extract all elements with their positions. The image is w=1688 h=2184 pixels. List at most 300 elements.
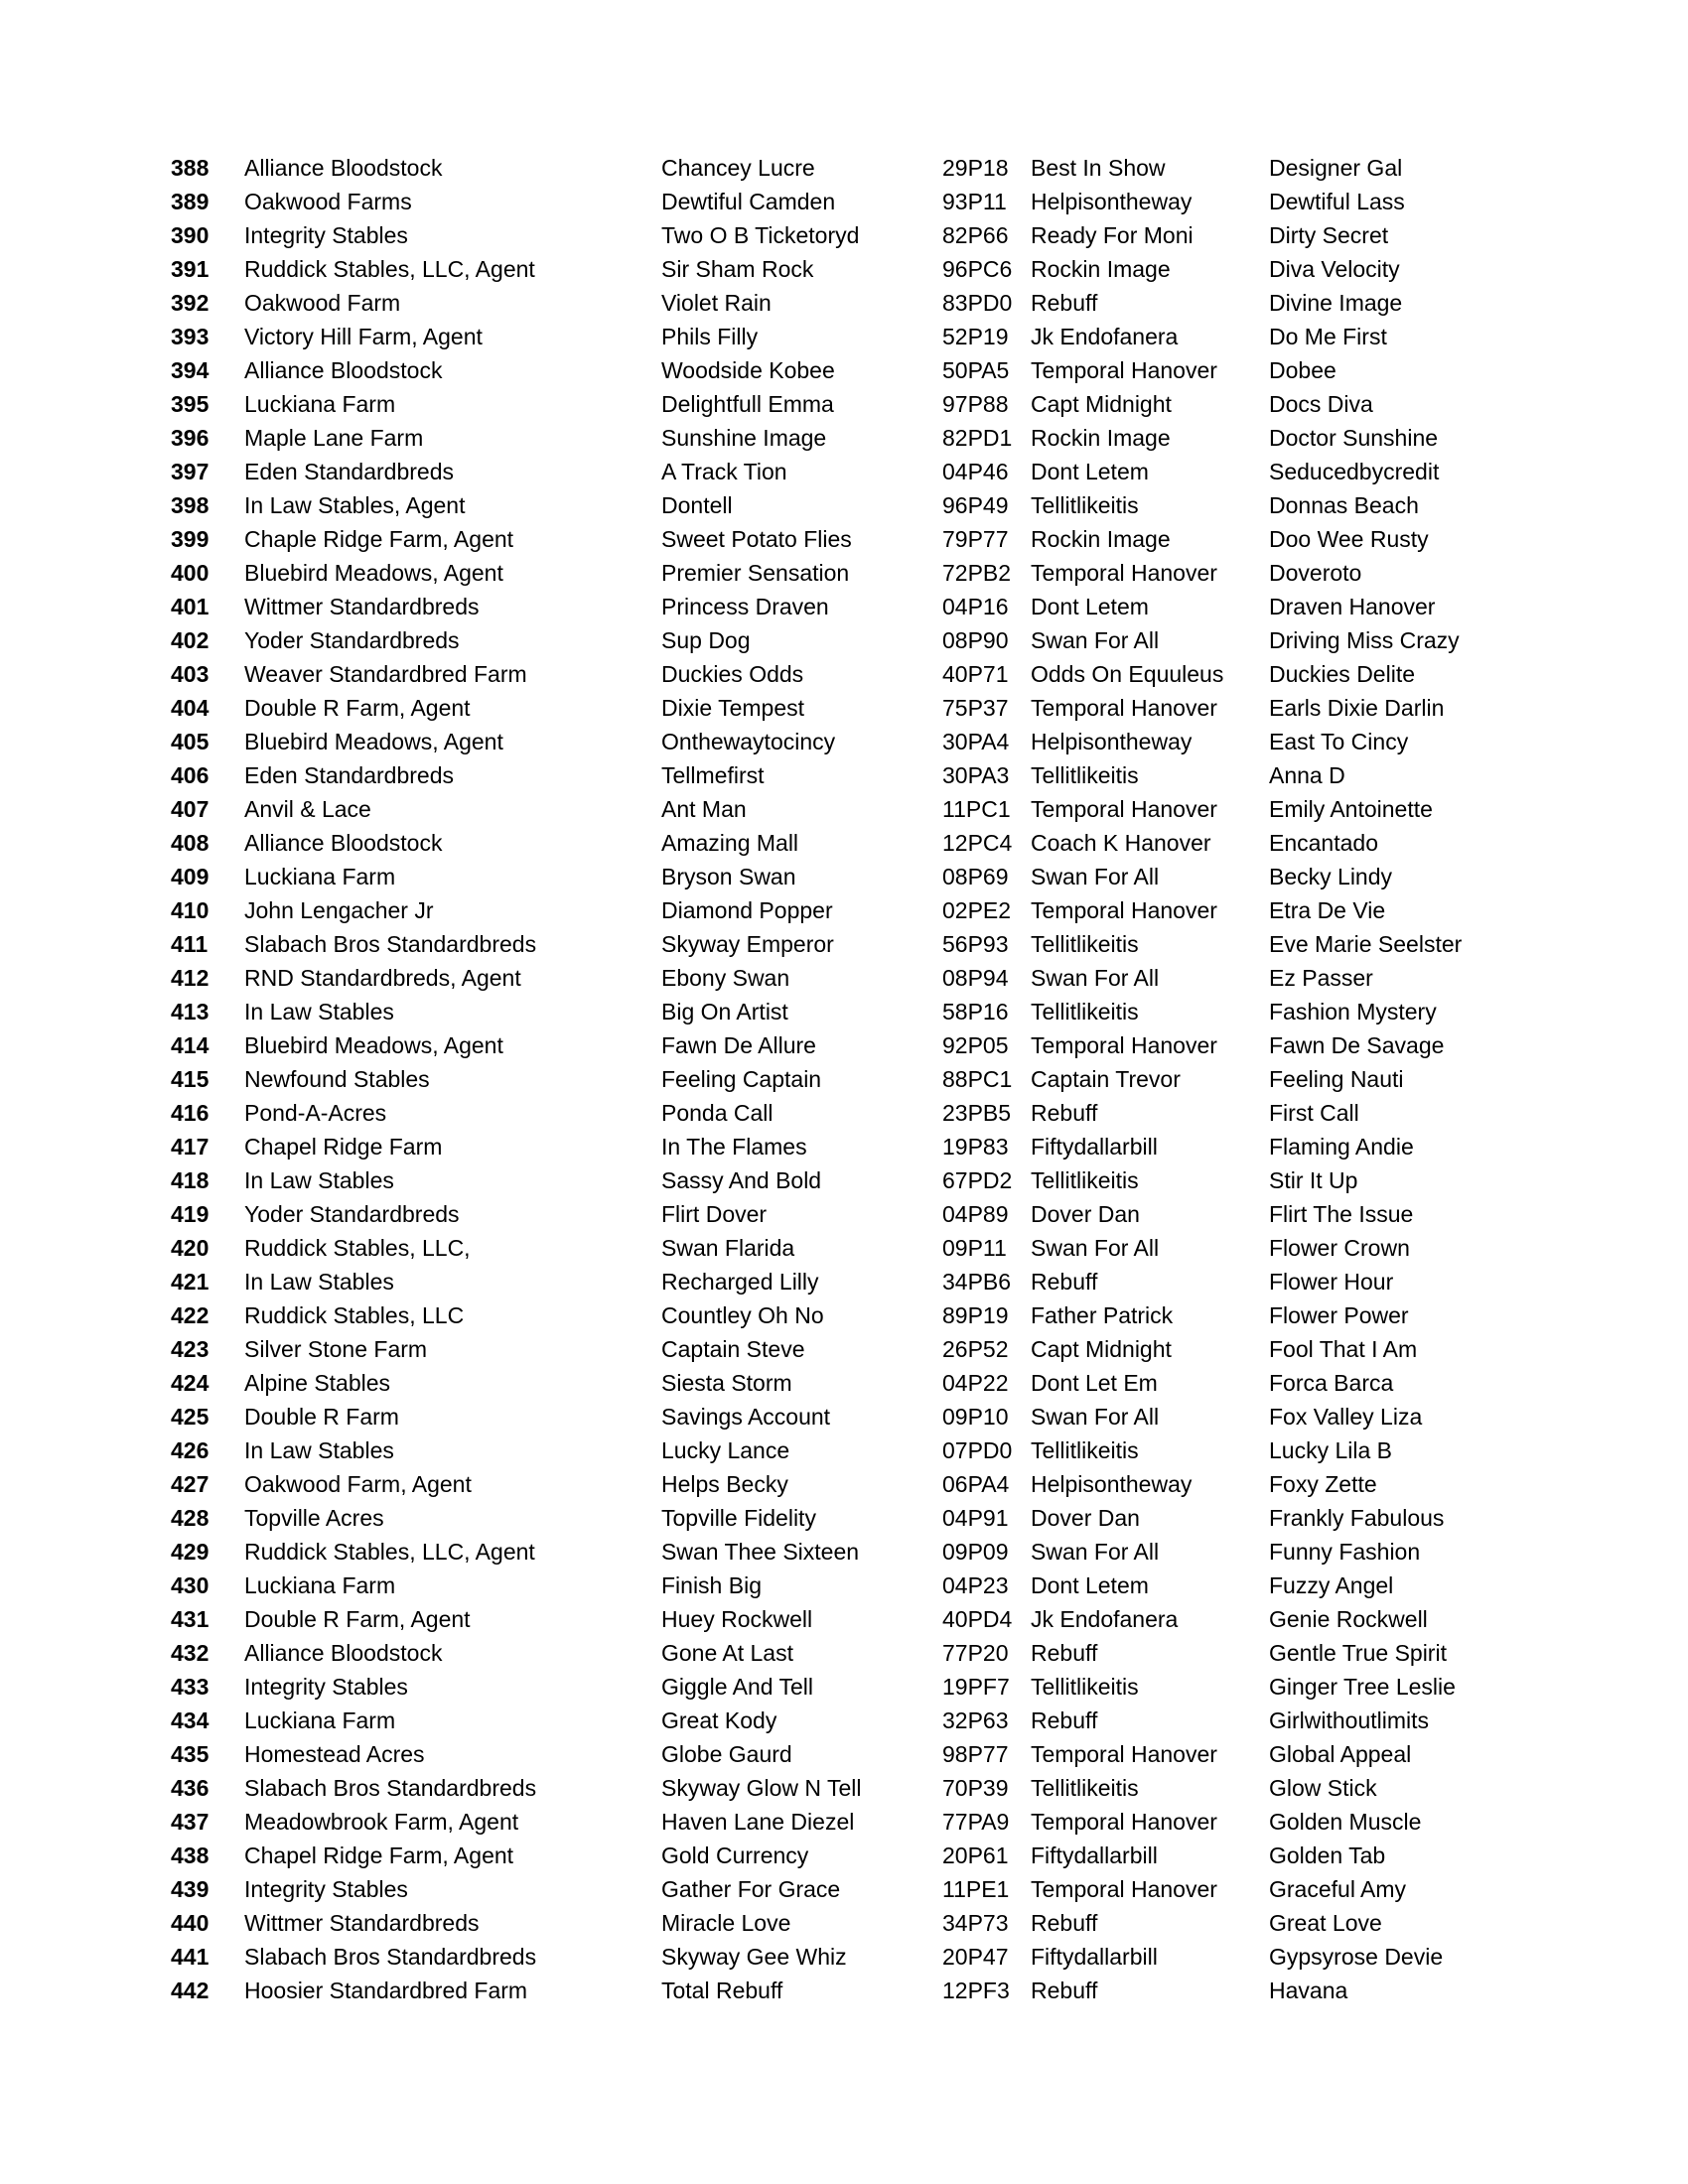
consignor-name: Pond-A-Acres (244, 1100, 387, 1126)
consignor-name: Ruddick Stables, LLC (244, 1302, 465, 1328)
consignor-name: Double R Farm, Agent (244, 1606, 471, 1632)
consignor-name: Meadowbrook Farm, Agent (244, 1809, 519, 1835)
consignor-name: Alpine Stables (244, 1370, 391, 1396)
table-row (171, 151, 1491, 185)
hip-number: 400 (171, 560, 210, 586)
dam-name: Gypsyrose Devie (1269, 1944, 1444, 1970)
horse-name: Finish Big (661, 1572, 762, 1598)
sire-name: Rebuff (1031, 1978, 1098, 2003)
hip-number: 391 (171, 256, 210, 282)
freeze-brand-code: 96PC6 (942, 256, 1013, 282)
table-row (171, 1872, 1491, 1906)
consignor-name: Homestead Acres (244, 1741, 425, 1767)
table-row (171, 522, 1491, 556)
horse-name: Skyway Emperor (661, 931, 834, 957)
sire-name: Tellitlikeitis (1031, 931, 1139, 957)
consignor-name: In Law Stables (244, 1167, 394, 1193)
horse-name: Haven Lane Diezel (661, 1809, 855, 1835)
dam-name: Flirt The Issue (1269, 1201, 1414, 1227)
hip-number: 410 (171, 897, 210, 923)
hip-number: 421 (171, 1269, 210, 1295)
sire-name: Fiftydallarbill (1031, 1134, 1158, 1160)
freeze-brand-code: 12PF3 (942, 1978, 1010, 2003)
sire-name: Temporal Hanover (1031, 796, 1217, 822)
dam-name: Fuzzy Angel (1269, 1572, 1394, 1598)
dam-name: Stir It Up (1269, 1167, 1358, 1193)
horse-name: Gone At Last (661, 1640, 793, 1666)
hip-number: 396 (171, 425, 210, 451)
hip-number: 417 (171, 1134, 210, 1160)
dam-name: Emily Antoinette (1269, 796, 1433, 822)
horse-name: Topville Fidelity (661, 1505, 816, 1531)
freeze-brand-code: 88PC1 (942, 1066, 1013, 1092)
hip-number: 422 (171, 1302, 210, 1328)
sire-name: Best In Show (1031, 155, 1166, 181)
freeze-brand-code: 70P39 (942, 1775, 1009, 1801)
hip-number: 407 (171, 796, 210, 822)
table-row (171, 1366, 1491, 1400)
freeze-brand-code: 30PA3 (942, 762, 1010, 788)
consignor-name: Yoder Standardbreds (244, 1201, 460, 1227)
table-row (171, 1636, 1491, 1670)
consignor-name: Slabach Bros Standardbreds (244, 1944, 537, 1970)
dam-name: Funny Fashion (1269, 1539, 1421, 1565)
consignor-name: Bluebird Meadows, Agent (244, 560, 503, 586)
sire-name: Rockin Image (1031, 256, 1171, 282)
freeze-brand-code: 34P73 (942, 1910, 1009, 1936)
horse-name: Premier Sensation (661, 560, 850, 586)
horse-name: Bryson Swan (661, 864, 796, 889)
dam-name: Girlwithoutlimits (1269, 1707, 1430, 1733)
dam-name: Ez Passer (1269, 965, 1373, 991)
consignor-name: Eden Standardbreds (244, 459, 454, 484)
hip-number: 434 (171, 1707, 210, 1733)
consignor-name: Oakwood Farm (244, 290, 401, 316)
freeze-brand-code: 19PF7 (942, 1674, 1010, 1700)
freeze-brand-code: 04P46 (942, 459, 1009, 484)
dam-name: Earls Dixie Darlin (1269, 695, 1445, 721)
sire-name: Rebuff (1031, 1269, 1098, 1295)
dam-name: Seducedbycredit (1269, 459, 1440, 484)
dam-name: Draven Hanover (1269, 594, 1436, 619)
hip-number: 392 (171, 290, 210, 316)
hip-number: 401 (171, 594, 210, 619)
sire-name: Tellitlikeitis (1031, 1167, 1139, 1193)
sire-name: Temporal Hanover (1031, 1809, 1217, 1835)
consignor-name: Luckiana Farm (244, 391, 396, 417)
dam-name: Fashion Mystery (1269, 999, 1437, 1024)
sire-name: Swan For All (1031, 1235, 1160, 1261)
horse-name: Diamond Popper (661, 897, 833, 923)
table-row (171, 725, 1491, 758)
consignor-name: Oakwood Farms (244, 189, 412, 214)
table-row (171, 691, 1491, 725)
hip-number: 388 (171, 155, 210, 181)
freeze-brand-code: 07PD0 (942, 1437, 1013, 1463)
hip-number: 430 (171, 1572, 210, 1598)
horse-name: Fawn De Allure (661, 1032, 816, 1058)
dam-name: East To Cincy (1269, 729, 1409, 754)
hip-number: 439 (171, 1876, 210, 1902)
sire-name: Odds On Equuleus (1031, 661, 1224, 687)
freeze-brand-code: 98P77 (942, 1741, 1009, 1767)
consignor-name: Luckiana Farm (244, 864, 396, 889)
freeze-brand-code: 29P18 (942, 155, 1009, 181)
hip-number: 419 (171, 1201, 210, 1227)
horse-name: Two O B Ticketoryd (661, 222, 860, 248)
freeze-brand-code: 56P93 (942, 931, 1009, 957)
dam-name: Flower Hour (1269, 1269, 1394, 1295)
hip-number: 389 (171, 189, 210, 214)
horse-name: Skyway Glow N Tell (661, 1775, 862, 1801)
sire-name: Tellitlikeitis (1031, 999, 1139, 1024)
sire-name: Tellitlikeitis (1031, 1674, 1139, 1700)
dam-name: Becky Lindy (1269, 864, 1393, 889)
hip-number: 398 (171, 492, 210, 518)
consignor-name: Anvil & Lace (244, 796, 371, 822)
horse-name: Dewtiful Camden (661, 189, 836, 214)
consignor-name: Slabach Bros Standardbreds (244, 931, 537, 957)
horse-name: Sweet Potato Flies (661, 526, 852, 552)
hip-number: 406 (171, 762, 210, 788)
dam-name: Doctor Sunshine (1269, 425, 1439, 451)
consignor-name: Double R Farm (244, 1404, 399, 1430)
sire-name: Rebuff (1031, 290, 1098, 316)
horse-name: Big On Artist (661, 999, 788, 1024)
table-row (171, 1298, 1491, 1332)
hip-number: 412 (171, 965, 210, 991)
hip-number: 390 (171, 222, 210, 248)
dam-name: Fawn De Savage (1269, 1032, 1445, 1058)
table-row (171, 1940, 1491, 1974)
consignor-name: Chapel Ridge Farm, Agent (244, 1843, 514, 1868)
freeze-brand-code: 02PE2 (942, 897, 1012, 923)
horse-name: Recharged Lilly (661, 1269, 819, 1295)
horse-name: Siesta Storm (661, 1370, 792, 1396)
consignor-name: Bluebird Meadows, Agent (244, 729, 503, 754)
freeze-brand-code: 08P90 (942, 627, 1009, 653)
dam-name: Flower Power (1269, 1302, 1409, 1328)
hip-number: 402 (171, 627, 210, 653)
consignor-name: Integrity Stables (244, 1674, 408, 1700)
freeze-brand-code: 72PB2 (942, 560, 1012, 586)
horse-name: Sup Dog (661, 627, 751, 653)
sire-name: Fiftydallarbill (1031, 1944, 1158, 1970)
table-row (171, 590, 1491, 623)
dam-name: Duckies Delite (1269, 661, 1415, 687)
consignor-name: Integrity Stables (244, 1876, 408, 1902)
hip-number: 418 (171, 1167, 210, 1193)
table-row (171, 927, 1491, 961)
freeze-brand-code: 77P20 (942, 1640, 1009, 1666)
hip-number: 437 (171, 1809, 210, 1835)
dam-name: Golden Muscle (1269, 1809, 1422, 1835)
dam-name: Feeling Nauti (1269, 1066, 1404, 1092)
table-row (171, 1805, 1491, 1839)
consignor-name: Wittmer Standardbreds (244, 594, 480, 619)
dam-name: Flower Crown (1269, 1235, 1410, 1261)
table-row (171, 1130, 1491, 1163)
table-row (171, 1771, 1491, 1805)
sire-name: Dover Dan (1031, 1201, 1140, 1227)
freeze-brand-code: 04P23 (942, 1572, 1009, 1598)
dam-name: Doveroto (1269, 560, 1362, 586)
freeze-brand-code: 09P11 (942, 1235, 1007, 1261)
horse-name: Feeling Captain (661, 1066, 822, 1092)
consignor-name: John Lengacher Jr (244, 897, 434, 923)
sire-name: Dont Letem (1031, 459, 1149, 484)
hip-number: 409 (171, 864, 210, 889)
dam-name: Etra De Vie (1269, 897, 1386, 923)
horse-name: Huey Rockwell (661, 1606, 813, 1632)
sire-name: Dover Dan (1031, 1505, 1140, 1531)
sire-name: Dont Letem (1031, 1572, 1149, 1598)
dam-name: Ginger Tree Leslie (1269, 1674, 1456, 1700)
dam-name: Dirty Secret (1269, 222, 1389, 248)
hip-number: 423 (171, 1336, 210, 1362)
dam-name: Foxy Zette (1269, 1471, 1377, 1497)
horse-name: Sir Sham Rock (661, 256, 814, 282)
freeze-brand-code: 75P37 (942, 695, 1009, 721)
hip-number: 442 (171, 1978, 210, 2003)
table-row (171, 893, 1491, 927)
dam-name: First Call (1269, 1100, 1359, 1126)
sire-name: Rebuff (1031, 1707, 1098, 1733)
horse-name: Flirt Dover (661, 1201, 768, 1227)
table-row (171, 1400, 1491, 1433)
table-row (171, 353, 1491, 387)
sire-name: Swan For All (1031, 965, 1160, 991)
freeze-brand-code: 82P66 (942, 222, 1009, 248)
consignor-name: Double R Farm, Agent (244, 695, 471, 721)
horse-name: Amazing Mall (661, 830, 799, 856)
horse-name: Phils Filly (661, 324, 759, 349)
consignor-name: Alliance Bloodstock (244, 155, 443, 181)
consignor-name: Alliance Bloodstock (244, 830, 443, 856)
freeze-brand-code: 30PA4 (942, 729, 1010, 754)
horse-name: Giggle And Tell (661, 1674, 814, 1700)
dam-name: Anna D (1269, 762, 1345, 788)
dam-name: Frankly Fabulous (1269, 1505, 1445, 1531)
hip-number: 441 (171, 1944, 210, 1970)
table-row (171, 1332, 1491, 1366)
dam-name: Encantado (1269, 830, 1378, 856)
consignor-name: Alliance Bloodstock (244, 1640, 443, 1666)
consignor-name: Bluebird Meadows, Agent (244, 1032, 503, 1058)
sire-name: Father Patrick (1031, 1302, 1174, 1328)
table-row (171, 1670, 1491, 1704)
table-row (171, 1231, 1491, 1265)
freeze-brand-code: 89P19 (942, 1302, 1009, 1328)
sire-name: Temporal Hanover (1031, 1741, 1217, 1767)
freeze-brand-code: 40PD4 (942, 1606, 1013, 1632)
dam-name: Diva Velocity (1269, 256, 1400, 282)
hip-number: 425 (171, 1404, 210, 1430)
sire-name: Rockin Image (1031, 425, 1171, 451)
table-row (171, 286, 1491, 320)
hip-number: 416 (171, 1100, 210, 1126)
freeze-brand-code: 09P10 (942, 1404, 1009, 1430)
consignor-name: Hoosier Standardbred Farm (244, 1978, 528, 2003)
table-row (171, 185, 1491, 218)
table-row (171, 995, 1491, 1028)
dam-name: Divine Image (1269, 290, 1403, 316)
table-row (171, 556, 1491, 590)
table-row (171, 1433, 1491, 1467)
hip-number: 397 (171, 459, 210, 484)
hip-number: 415 (171, 1066, 210, 1092)
sire-name: Rockin Image (1031, 526, 1171, 552)
table-row (171, 1704, 1491, 1737)
table-row (171, 1163, 1491, 1197)
consignor-name: Topville Acres (244, 1505, 384, 1531)
sire-name: Tellitlikeitis (1031, 762, 1139, 788)
table-row (171, 1602, 1491, 1636)
freeze-brand-code: 12PC4 (942, 830, 1013, 856)
freeze-brand-code: 04P91 (942, 1505, 1009, 1531)
consignor-name: RND Standardbreds, Agent (244, 965, 521, 991)
horse-name: Savings Account (661, 1404, 831, 1430)
dam-name: Doo Wee Rusty (1269, 526, 1429, 552)
sire-name: Helpisontheway (1031, 729, 1193, 754)
freeze-brand-code: 50PA5 (942, 357, 1010, 383)
hip-number: 431 (171, 1606, 210, 1632)
consignor-name: Ruddick Stables, LLC, Agent (244, 256, 535, 282)
horse-name: Sassy And Bold (661, 1167, 822, 1193)
sire-name: Capt Midnight (1031, 1336, 1172, 1362)
sire-name: Temporal Hanover (1031, 357, 1217, 383)
table-row (171, 218, 1491, 252)
consignor-name: Eden Standardbreds (244, 762, 454, 788)
horse-name: Dixie Tempest (661, 695, 805, 721)
sire-name: Tellitlikeitis (1031, 1775, 1139, 1801)
sire-name: Swan For All (1031, 1404, 1160, 1430)
table-row (171, 1501, 1491, 1535)
consignor-name: Ruddick Stables, LLC, Agent (244, 1539, 535, 1565)
table-row (171, 1096, 1491, 1130)
freeze-brand-code: 83PD0 (942, 290, 1013, 316)
horse-name: Duckies Odds (661, 661, 804, 687)
table-row (171, 657, 1491, 691)
table-row (171, 826, 1491, 860)
table-row (171, 860, 1491, 893)
hip-number: 408 (171, 830, 210, 856)
table-row (171, 623, 1491, 657)
sire-name: Coach K Hanover (1031, 830, 1211, 856)
hip-number: 433 (171, 1674, 210, 1700)
hip-number: 413 (171, 999, 210, 1024)
sire-name: Jk Endofanera (1031, 1606, 1179, 1632)
sire-name: Jk Endofanera (1031, 324, 1179, 349)
freeze-brand-code: 08P94 (942, 965, 1009, 991)
consignor-name: Yoder Standardbreds (244, 627, 460, 653)
horse-name: Ant Man (661, 796, 747, 822)
sire-name: Rebuff (1031, 1640, 1098, 1666)
dam-name: Donnas Beach (1269, 492, 1419, 518)
sire-name: Ready For Moni (1031, 222, 1194, 248)
freeze-brand-code: 52P19 (942, 324, 1009, 349)
consignor-name: In Law Stables (244, 1437, 394, 1463)
consignor-name: Slabach Bros Standardbreds (244, 1775, 537, 1801)
sire-name: Temporal Hanover (1031, 695, 1217, 721)
horse-name: Dontell (661, 492, 733, 518)
horse-name: Swan Flarida (661, 1235, 795, 1261)
table-row (171, 1028, 1491, 1062)
dam-name: Do Me First (1269, 324, 1387, 349)
table-row (171, 387, 1491, 421)
freeze-brand-code: 96P49 (942, 492, 1009, 518)
horse-name: Miracle Love (661, 1910, 791, 1936)
freeze-brand-code: 82PD1 (942, 425, 1013, 451)
freeze-brand-code: 93P11 (942, 189, 1007, 214)
freeze-brand-code: 40P71 (942, 661, 1009, 687)
hip-number: 395 (171, 391, 210, 417)
table-row (171, 1062, 1491, 1096)
table-row (171, 1197, 1491, 1231)
sire-name: Tellitlikeitis (1031, 492, 1139, 518)
dam-name: Gentle True Spirit (1269, 1640, 1447, 1666)
sire-name: Helpisontheway (1031, 189, 1193, 214)
freeze-brand-code: 67PD2 (942, 1167, 1013, 1193)
consignor-name: Chapel Ridge Farm (244, 1134, 443, 1160)
hip-number: 424 (171, 1370, 210, 1396)
hip-number: 420 (171, 1235, 210, 1261)
consignor-name: Silver Stone Farm (244, 1336, 428, 1362)
hip-number: 404 (171, 695, 210, 721)
freeze-brand-code: 20P47 (942, 1944, 1009, 1970)
sire-name: Swan For All (1031, 864, 1160, 889)
table-row (171, 252, 1491, 286)
hip-number: 435 (171, 1741, 210, 1767)
table-row (171, 320, 1491, 353)
dam-name: Graceful Amy (1269, 1876, 1407, 1902)
dam-name: Eve Marie Seelster (1269, 931, 1463, 957)
sire-name: Dont Let Em (1031, 1370, 1158, 1396)
horse-name: Great Kody (661, 1707, 777, 1733)
freeze-brand-code: 34PB6 (942, 1269, 1012, 1295)
sire-name: Dont Letem (1031, 594, 1149, 619)
sire-name: Temporal Hanover (1031, 560, 1217, 586)
consignor-name: Alliance Bloodstock (244, 357, 443, 383)
consignor-name: Maple Lane Farm (244, 425, 424, 451)
freeze-brand-code: 04P89 (942, 1201, 1009, 1227)
horse-name: Gather For Grace (661, 1876, 841, 1902)
table-row (171, 1535, 1491, 1569)
horse-name: In The Flames (661, 1134, 807, 1160)
hip-number: 438 (171, 1843, 210, 1868)
consignor-name: Ruddick Stables, LLC, (244, 1235, 471, 1261)
hip-number: 432 (171, 1640, 210, 1666)
table-row (171, 1265, 1491, 1298)
table-row (171, 1737, 1491, 1771)
dam-name: Driving Miss Crazy (1269, 627, 1460, 653)
table-row (171, 1974, 1491, 2007)
sire-name: Captain Trevor (1031, 1066, 1181, 1092)
dam-name: Great Love (1269, 1910, 1382, 1936)
table-row (171, 421, 1491, 455)
freeze-brand-code: 06PA4 (942, 1471, 1010, 1497)
freeze-brand-code: 32P63 (942, 1707, 1009, 1733)
dam-name: Docs Diva (1269, 391, 1373, 417)
consignor-name: Integrity Stables (244, 222, 408, 248)
sale-list-body (171, 151, 1491, 2007)
freeze-brand-code: 08P69 (942, 864, 1009, 889)
freeze-brand-code: 11PE1 (942, 1876, 1010, 1902)
freeze-brand-code: 92P05 (942, 1032, 1009, 1058)
horse-name: Delightfull Emma (661, 391, 834, 417)
freeze-brand-code: 04P16 (942, 594, 1009, 619)
horse-name: Total Rebuff (661, 1978, 783, 2003)
